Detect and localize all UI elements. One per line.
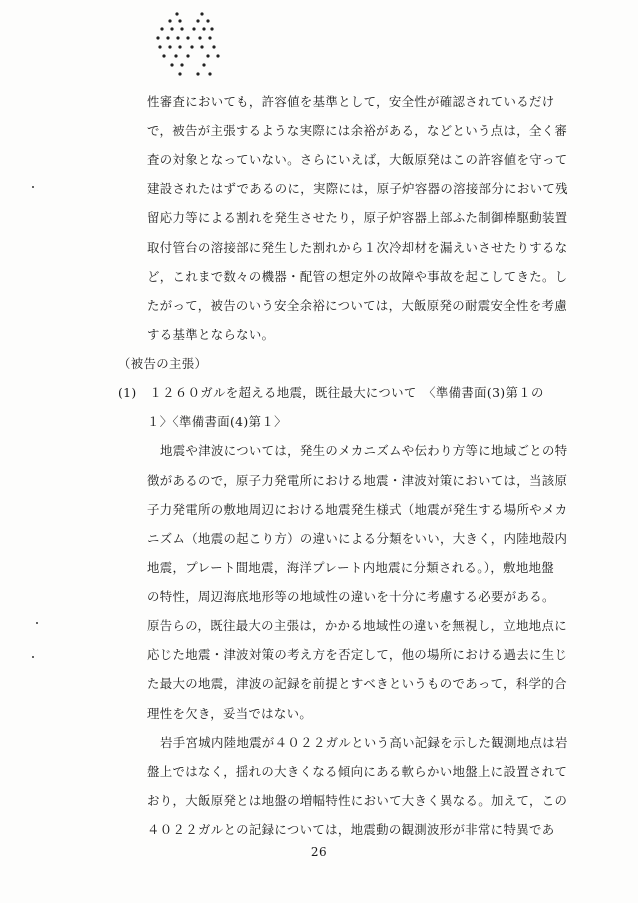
body-line: で，被告が主張するような実際には余裕がある，などという点は，全く審 [147, 123, 568, 138]
section-heading: （被告の主張） [118, 356, 208, 371]
body-line: 性審査においても，許容値を基準として，安全性が確認されているだけ [147, 94, 555, 109]
body-line: たがって，被告のいう安全余裕については，大飯原発の耐震安全性を考慮 [147, 298, 567, 313]
body-line: 子力発電所の敷地周辺における地震発生様式（地震が発生する場所やメカ [147, 502, 568, 517]
body-line: 地震，プレート間地震，海洋プレート内地震に分類される。），敷地地盤 [147, 560, 555, 575]
body-line: 徴があるので，原子力発電所における地震・津波対策においては，当該原 [147, 473, 568, 488]
punch-holes-mark [150, 8, 230, 80]
body-line: 岩手宮城内陸地震が４０２２ガルという高い記録を示した観測地点は岩 [160, 735, 568, 750]
subsection-heading: (1) １２６０ガルを超える地震，既往最大について 〈準備書面(3)第１の [118, 385, 544, 400]
scan-speck [32, 186, 34, 188]
body-line: おり，大飯原発とは地盤の増幅特性において大きく異なる。加えて，この [147, 793, 568, 808]
body-line: ど，これまで数々の機器・配管の想定外の故障や事故を起こしてきた。し [147, 269, 568, 284]
body-line: 理性を欠き，妥当ではない。 [147, 706, 313, 721]
subsection-heading-continued: １〉〈準備書面(4)第１〉 [147, 414, 287, 429]
body-line: 応じた地震・津波対策の考え方を否定して，他の場所における過去に生じ [147, 647, 568, 662]
body-line: 盤上ではなく，揺れの大きくなる傾向にある軟らかい地盤上に設置されて [147, 764, 568, 779]
body-line: ４０２２ガルとの記録については，地震動の観測波形が非常に特異であ [147, 822, 555, 837]
body-line: の特性，周辺海底地形等の地域性の違いを十分に考慮する必要がある。 [147, 589, 555, 604]
body-line: 査の対象となっていない。さらにいえば，大飯原発はこの許容値を守って [147, 152, 568, 167]
body-line: 地震や津波については，発生のメカニズムや伝わり方等に地域ごとの特 [160, 443, 568, 458]
page-number: 26 [310, 845, 328, 859]
body-line: する基準とならない。 [147, 327, 275, 342]
body-line: 留応力等による割れを発生させたり，原子炉容器上部ふた制御棒駆動装置 [147, 210, 568, 225]
body-line: 取付管台の溶接部に発生した割れから１次冷却材を漏えいさせたりするな [147, 240, 568, 255]
body-line: 建設されたはずであるのに，実際には，原子炉容器の溶接部分において残 [147, 181, 568, 196]
body-line: た最大の地震，津波の記録を前提とすべきというものであって，科学的合 [147, 676, 567, 691]
scan-speck [32, 656, 34, 658]
scan-speck [36, 622, 38, 624]
body-line: 原告らの，既往最大の主張は，かかる地域性の違いを無視し，立地地点に [147, 618, 567, 633]
body-line: ニズム（地震の起こり方）の違いによる分類をいい，大きく，内陸地殻内 [147, 531, 568, 546]
